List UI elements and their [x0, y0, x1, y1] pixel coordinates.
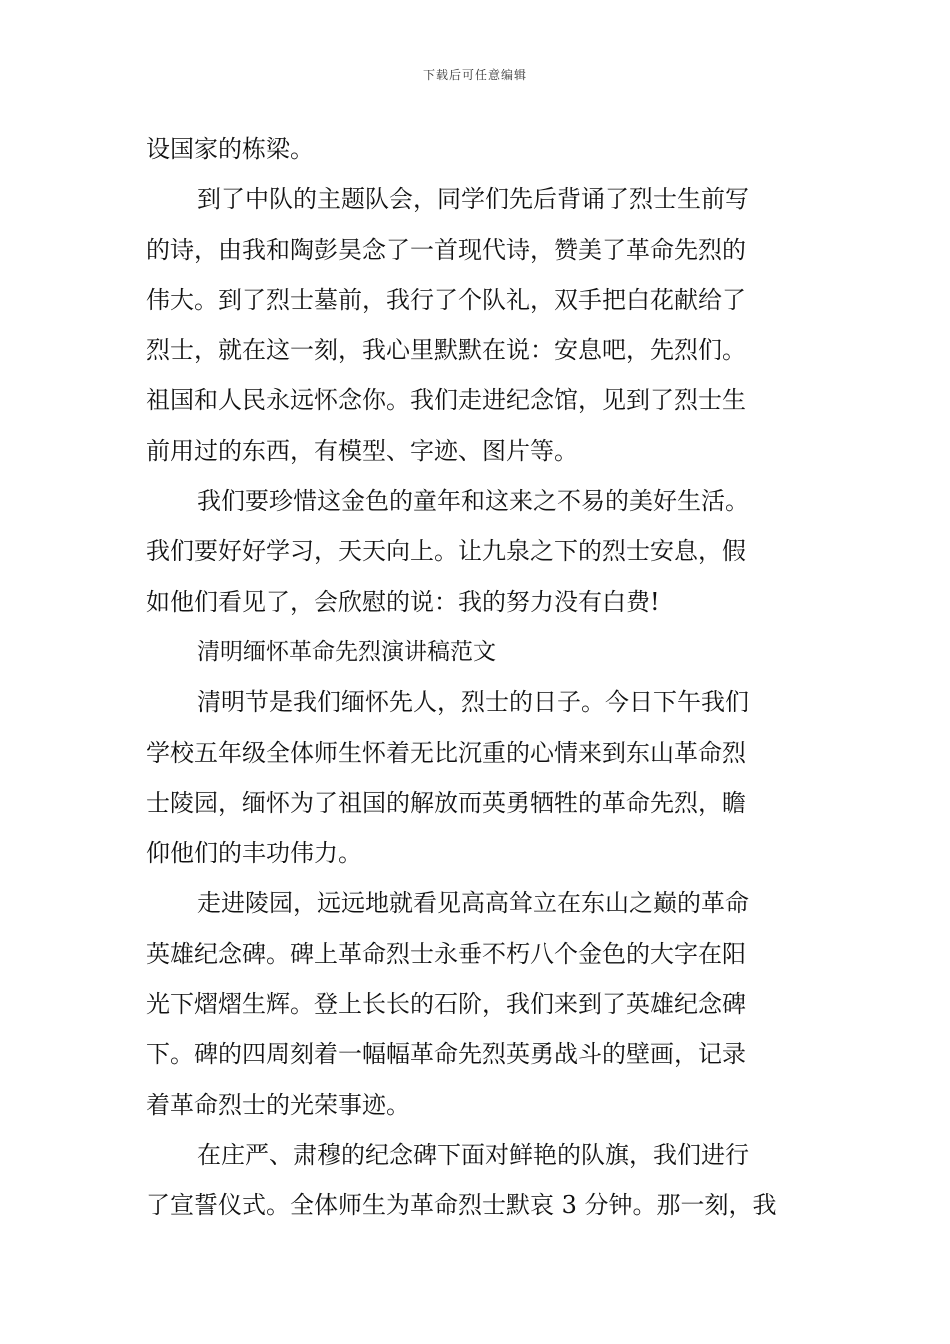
text-line: 仰他们的丰功伟力。: [146, 839, 362, 868]
text-line: 设国家的栋梁。: [146, 135, 314, 163]
text-line: 烈士，就在这一刻，我心里默默在说：安息吧，先烈们。: [146, 336, 746, 365]
text-line: 祖国和人民永远怀念你。我们走进纪念馆，见到了烈士生: [146, 386, 746, 415]
text-line: 我们要好好学习，天天向上。让九泉之下的烈士安息，假: [146, 537, 746, 566]
text-line: 下。碑的四周刻着一幅幅革命先烈英勇战斗的壁画，记录: [146, 1040, 746, 1069]
paragraph-start-line: 在庄严、肃穆的纪念碑下面对鲜艳的队旗，我们进行: [197, 1140, 749, 1169]
text-line: 学校五年级全体师生怀着无比沉重的心情来到东山革命烈: [146, 738, 746, 767]
paragraph-start-line: 走进陵园，远远地就看见高高耸立在东山之巅的革命: [197, 889, 749, 918]
paragraph-start-line: 我们要珍惜这金色的童年和这来之不易的美好生活。: [197, 487, 749, 516]
text-line: 英雄纪念碑。碑上革命烈士永垂不朽八个金色的大字在阳: [146, 939, 746, 968]
text-line: 伟大。到了烈士墓前，我行了个队礼，双手把白花献给了: [146, 285, 746, 314]
text-line: 着革命烈士的光荣事迹。: [146, 1090, 410, 1119]
text-line: 的诗，由我和陶彭昊念了一首现代诗，赞美了革命先烈的: [146, 235, 746, 264]
section-heading: 清明缅怀革命先烈演讲稿范文: [197, 638, 496, 665]
paragraph-start-line: 到了中队的主题队会，同学们先后背诵了烈士生前写: [197, 185, 749, 214]
text-line: 士陵园，缅怀为了祖国的解放而英勇牺牲的革命先烈，瞻: [146, 788, 746, 817]
text-line: 如他们看见了，会欣慰的说：我的努力没有白费!: [146, 587, 660, 616]
text-line: 前用过的东西，有模型、字迹、图片等。: [146, 436, 578, 465]
text-line: 了宣誓仪式。全体师生为革命烈士默哀 3 分钟。那一刻，我: [146, 1191, 777, 1220]
page-header-note: 下载后可任意编辑: [422, 68, 527, 82]
paragraph-start-line: 清明节是我们缅怀先人，烈士的日子。今日下午我们: [197, 688, 749, 717]
document-body: [146, 124, 810, 1231]
text-line: 光下熠熠生辉。登上长长的石阶，我们来到了英雄纪念碑: [146, 990, 746, 1019]
